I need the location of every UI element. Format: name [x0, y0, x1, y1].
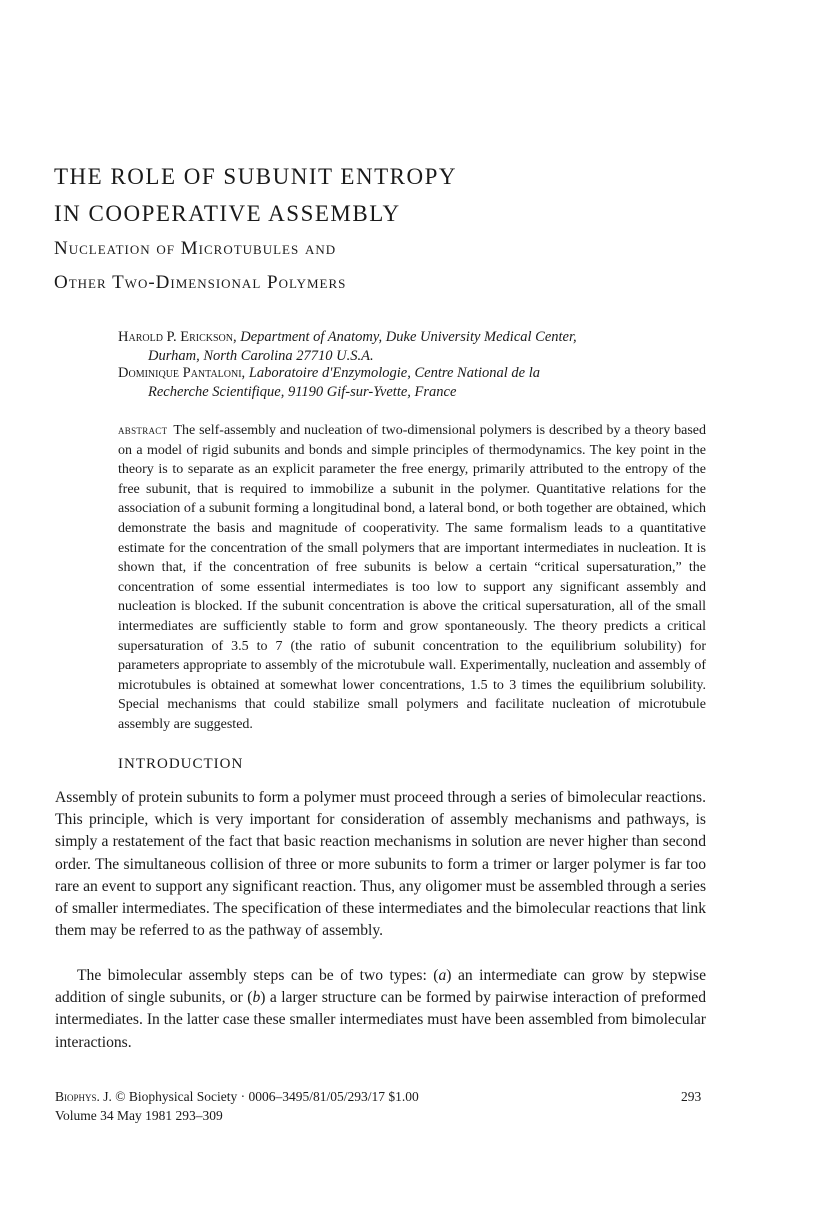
- section-heading-introduction: INTRODUCTION: [118, 756, 244, 772]
- title-line-1: THE ROLE OF SUBUNIT ENTROPY: [54, 164, 457, 189]
- citation-text: © Biophysical Society · 0006–3495/81/05/293/17 $1.00: [115, 1089, 419, 1104]
- para-italic: b: [252, 989, 261, 1007]
- page-number: 293: [681, 1089, 702, 1104]
- para-text: The bimolecular assembly steps can be of two types: (: [77, 967, 439, 984]
- abstract-text: The self-assembly and nucleation of two-dimensional polymers is described by a theory based on a model of rigid subunits and bonds and simple principles of thermodynamics. The key point in the theory is to separate as an explicit parameter the free energy, primarily attributed to the entropy of the free subunit, that is required to immobilize a subunit in the polymer. Quantitative relations for the association of a subunit forming a longitudinal bond, a lateral bond, or both together are obtained, which demonstrate the basis and magnitude of cooperativity. The same formalism leads to a quantitative estimate for the concentration of the small polymers that are important intermediates in nucleation. It is shown that, if the concentration of free subunits is below a certain “critical supersaturation,” the concentration of some essential intermediates is too low to support any significant assembly and nucleation is blocked. If the subunit concentration is above the critical supersaturation, all of the small intermediates are sufficiently stable to form and grow spontaneously. The theory predicts a critical supersaturation of 3.5 to 7 (the ratio of subunit concentration to the equilibrium solubility) for parameters appropriate to assembly of the microtubule wall. Experimentally, nucleation and assembly of microtubules is obtained at somewhat lower concentrations, 1.5 to 3 times the equilibrium solubility. Special mechanisms that could stabilize small polymers and facilitate nucleation of microtubule assembly are suggested.: [118, 423, 706, 732]
- para-text: ) a larger structure can be formed by pairwise interaction of preformed intermediates. In the latter case these smaller intermediates must have been assembled from bimolecular interactions.: [55, 989, 706, 1051]
- footer-volume: Volume 34 May 1981 293–309: [55, 1108, 223, 1123]
- author-name: Harold P. Erickson,: [118, 329, 237, 345]
- author-name: Dominique Pantaloni,: [118, 365, 246, 381]
- subtitle-line-1: Nucleation of Microtubules and: [54, 238, 337, 259]
- author-affiliation-cont: Recherche Scientifique, 91190 Gif-sur-Yvette, France: [148, 384, 457, 400]
- author-affiliation: Laboratoire d'Enzymologie, Centre National de la: [248, 365, 541, 381]
- para-text: ) an intermediate can grow by stepwise addition of single subunits, or (: [55, 967, 706, 1007]
- footer-citation: [55, 1088, 419, 1106]
- author-affiliation-cont: Durham, North Carolina 27710 U.S.A.: [148, 348, 374, 364]
- subtitle-line-2: Other Two-Dimensional Polymers: [54, 272, 347, 293]
- author-erickson: [118, 328, 738, 366]
- author-pantaloni: [118, 364, 738, 402]
- author-affiliation: Department of Anatomy, Duke University Medical Center,: [240, 329, 577, 345]
- intro-paragraph-1: Assembly of protein subunits to form a polymer must proceed through a series of bimolecular reactions. This principle, which is very important for consideration of assembly mechanisms and pathways, is simply a restatement of the fact that basic reaction mechanisms in solution are never higher than second order. The simultaneous collision of three or more subunits to form a trimer or larger polymer is far too rare an event to support any significant reaction. Thus, any oligomer must be assembled through a series of smaller intermediates. The specification of these intermediates and the bimolecular reactions that link them may be referred to as the pathway of assembly.: [55, 789, 707, 940]
- title-line-2: IN COOPERATIVE ASSEMBLY: [54, 201, 401, 226]
- journal-name: Biophys. J.: [55, 1089, 112, 1104]
- abstract-label: abstract: [118, 422, 168, 437]
- para-italic: a: [438, 967, 447, 984]
- intro-paragraph-2: [55, 965, 706, 1054]
- abstract: [118, 420, 706, 735]
